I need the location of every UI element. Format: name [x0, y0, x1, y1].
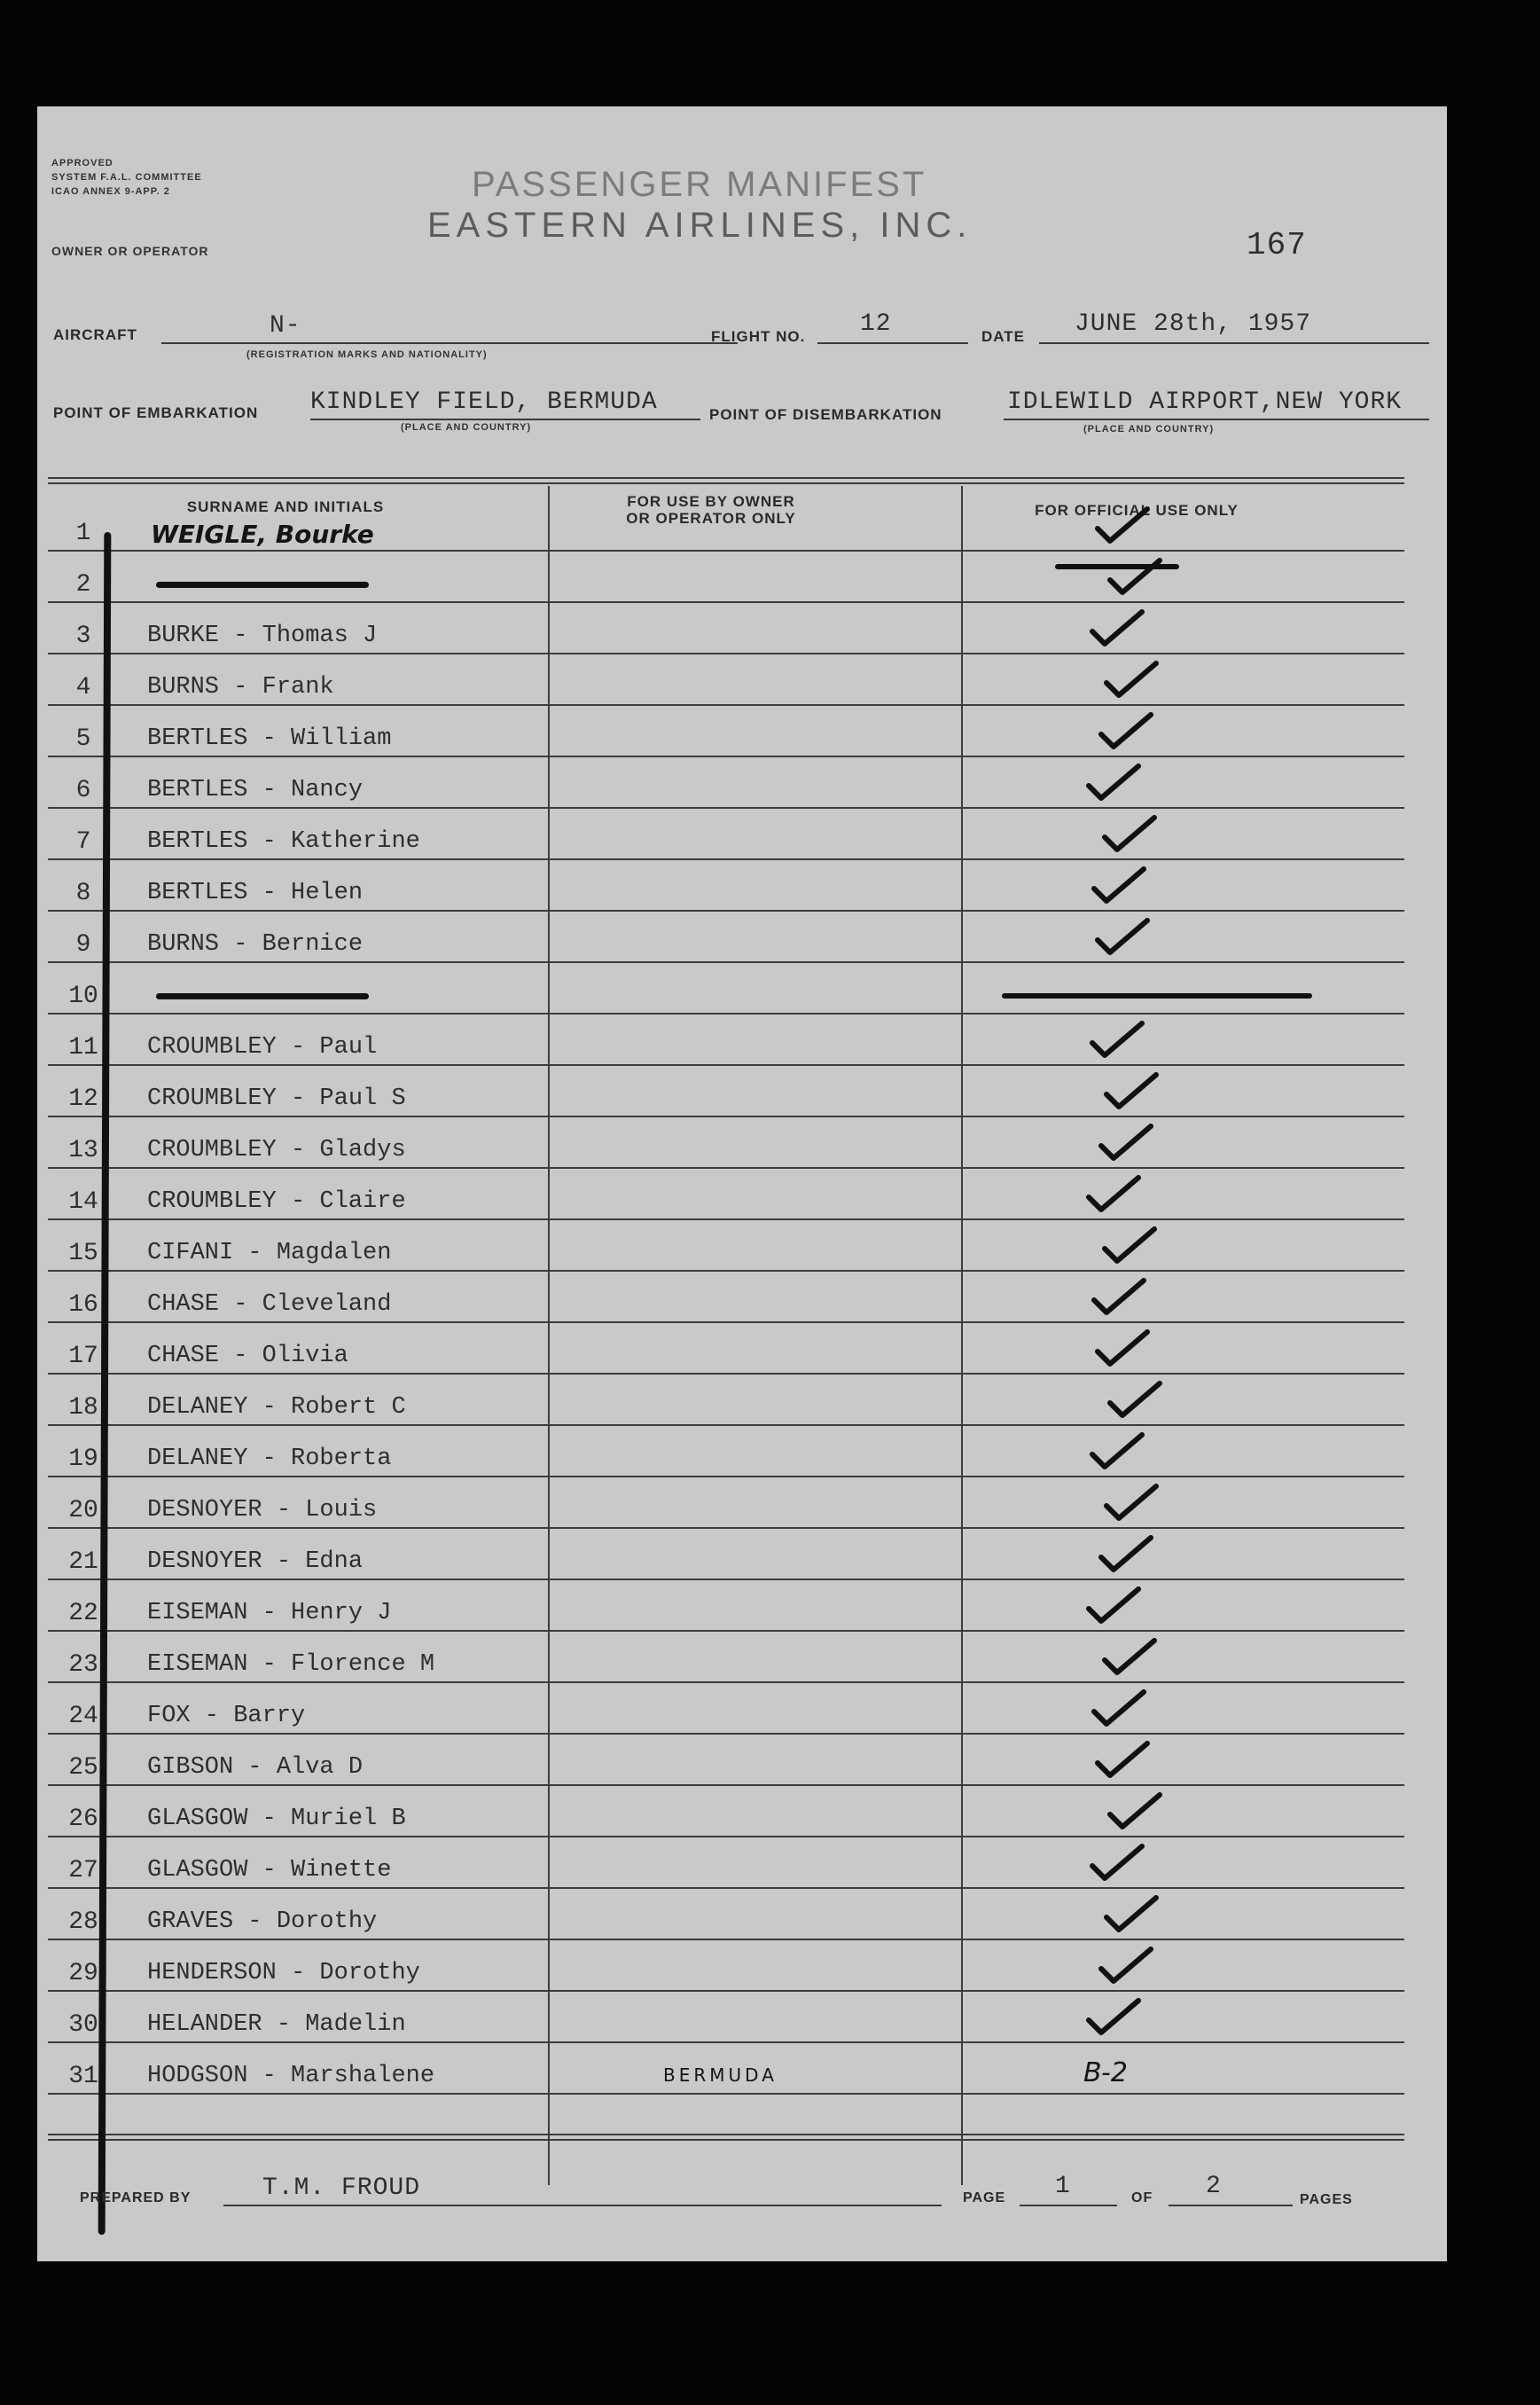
of-value: 2	[1206, 2173, 1222, 2200]
check-mark-icon	[1092, 504, 1154, 548]
approval-line: ICAO ANNEX 9-APP. 2	[51, 186, 170, 197]
table-row	[48, 961, 1404, 963]
prepared-by-label: PREPARED BY	[80, 2190, 192, 2205]
embark-label: POINT OF EMBARKATION	[53, 404, 259, 421]
of-label: OF	[1131, 2190, 1153, 2205]
passenger-name: CROUMBLEY - Paul	[147, 1034, 378, 1061]
table-row	[48, 704, 1404, 706]
table-row	[48, 910, 1404, 912]
table-row	[48, 1887, 1404, 1889]
check-mark-icon	[1092, 1327, 1154, 1371]
row-number: 29	[68, 1960, 98, 1987]
table-row	[48, 858, 1404, 860]
passenger-name: GLASGOW - Muriel B	[147, 1806, 406, 1832]
table-bottom-line-1	[48, 2134, 1404, 2135]
owner-operator-label: OWNER OR OPERATOR	[51, 244, 209, 258]
passenger-name: CROUMBLEY - Paul S	[147, 1085, 406, 1112]
table-row	[48, 1270, 1404, 1272]
table-row	[48, 1064, 1404, 1066]
passenger-name: HODGSON - Marshalene	[147, 2063, 435, 2089]
disembark-value: IDLEWILD AIRPORT,NEW YORK	[1007, 388, 1403, 416]
passenger-name: BERTLES - Helen	[147, 880, 364, 906]
check-mark-icon	[1083, 761, 1145, 805]
passenger-name: HENDERSON - Dorothy	[147, 1960, 420, 1986]
check-mark-icon	[1083, 1584, 1145, 1628]
check-mark-icon	[1105, 555, 1167, 599]
row-number: 6	[75, 777, 91, 804]
date-underline	[1039, 342, 1429, 344]
passenger-name: GLASGOW - Winette	[147, 1857, 392, 1884]
disembark-underline	[1004, 419, 1429, 420]
table-row	[48, 1013, 1404, 1014]
page-label: PAGE	[963, 2190, 1006, 2205]
passenger-name: BURNS - Bernice	[147, 931, 364, 958]
table-row	[48, 1733, 1404, 1735]
table-row	[48, 1939, 1404, 1940]
col-header-surname: SURNAME AND INITIALS	[186, 498, 385, 515]
page-stamp: 167	[1247, 227, 1307, 263]
passenger-name: EISEMAN - Henry J	[147, 1600, 392, 1626]
check-mark-icon	[1105, 1790, 1167, 1834]
row-number: 11	[68, 1034, 98, 1061]
table-row	[48, 2041, 1404, 2043]
row-number: 25	[68, 1754, 98, 1782]
passenger-name: BURKE - Thomas J	[147, 623, 378, 649]
row-number: 8	[75, 880, 91, 907]
page-underline	[1020, 2205, 1117, 2206]
table-row	[48, 550, 1404, 552]
passenger-name: BERTLES - William	[147, 725, 392, 752]
table-row	[48, 807, 1404, 809]
passenger-name: BERTLES - Katherine	[147, 828, 420, 855]
table-row	[48, 1579, 1404, 1580]
table-row	[48, 1476, 1404, 1477]
owner-note: BERMUDA	[663, 2064, 778, 2086]
row-number: 12	[68, 1085, 98, 1113]
check-mark-icon	[1096, 1944, 1158, 1988]
disembark-sublabel: (PLACE AND COUNTRY)	[1083, 424, 1215, 435]
prepared-by-value: T.M. FROUD	[262, 2174, 421, 2202]
passenger-name: DESNOYER - Edna	[147, 1548, 364, 1575]
table-row	[48, 601, 1404, 603]
row-number: 9	[75, 931, 91, 959]
name-strike-mark	[156, 582, 369, 588]
flight-no-label: FLIGHT NO.	[711, 328, 806, 345]
row-number: 17	[68, 1343, 98, 1370]
row-number: 24	[68, 1703, 98, 1730]
embark-sublabel: (PLACE AND COUNTRY)	[401, 422, 532, 433]
check-mark-icon	[1101, 1069, 1163, 1114]
passenger-name: WEIGLE, Bourke	[151, 520, 374, 549]
passenger-name: DESNOYER - Louis	[147, 1497, 378, 1524]
aircraft-underline	[161, 342, 738, 344]
check-mark-icon	[1099, 1635, 1161, 1680]
prepared-by-underline	[223, 2205, 942, 2206]
check-mark-icon	[1089, 1275, 1151, 1320]
approval-line: SYSTEM F.A.L. COMMITTEE	[51, 172, 202, 183]
row-number: 21	[68, 1548, 98, 1576]
aircraft-label: AIRCRAFT	[53, 326, 137, 343]
row-number: 1	[75, 520, 91, 547]
check-mark-icon	[1101, 1892, 1163, 1937]
check-mark-icon	[1087, 607, 1149, 651]
table-row	[48, 1424, 1404, 1426]
table-bottom-line-2	[48, 2139, 1404, 2141]
passenger-name: CIFANI - Magdalen	[147, 1240, 392, 1266]
manifest-title: PASSENGER MANIFEST	[472, 165, 927, 204]
check-mark-icon	[1089, 864, 1151, 908]
official-strike-mark	[1002, 993, 1312, 999]
col-header-official: FOR OFFICIAL USE ONLY	[1035, 502, 1239, 519]
row-number: 10	[68, 983, 98, 1010]
col-header-owner-line1: FOR USE BY OWNER	[627, 493, 795, 510]
passenger-name: BERTLES - Nancy	[147, 777, 364, 803]
date-value: JUNE 28th, 1957	[1075, 310, 1312, 338]
table-top-line-1	[48, 477, 1404, 479]
table-row	[48, 2093, 1404, 2095]
passenger-name: DELANEY - Robert C	[147, 1394, 406, 1421]
passenger-name: DELANEY - Roberta	[147, 1445, 392, 1472]
table-row	[48, 1116, 1404, 1117]
table-row	[48, 1321, 1404, 1323]
table-row	[48, 1681, 1404, 1683]
table-row	[48, 1167, 1404, 1169]
passenger-name: HELANDER - Madelin	[147, 2011, 406, 2038]
page-value: 1	[1055, 2173, 1071, 2200]
row-number: 22	[68, 1600, 98, 1627]
embark-underline	[310, 419, 700, 420]
table-row	[48, 756, 1404, 757]
aircraft-sublabel: (REGISTRATION MARKS AND NATIONALITY)	[246, 349, 488, 360]
table-row	[48, 1836, 1404, 1837]
date-label: DATE	[981, 328, 1026, 345]
check-mark-icon	[1101, 658, 1163, 702]
row-number: 26	[68, 1806, 98, 1833]
table-row	[48, 1527, 1404, 1529]
row-number: 15	[68, 1240, 98, 1267]
aircraft-value: N-	[270, 312, 301, 340]
check-mark-icon	[1092, 1738, 1154, 1782]
table-row	[48, 1218, 1404, 1220]
check-mark-icon	[1087, 1018, 1149, 1062]
name-strike-mark	[156, 993, 369, 999]
row-number: 23	[68, 1651, 98, 1679]
disembark-label: POINT OF DISEMBARKATION	[709, 406, 942, 423]
check-mark-icon	[1099, 812, 1161, 857]
passenger-name: GIBSON - Alva D	[147, 1754, 364, 1781]
passenger-name: CHASE - Olivia	[147, 1343, 348, 1369]
table-row	[48, 1990, 1404, 1992]
of-underline	[1169, 2205, 1293, 2206]
row-number: 14	[68, 1188, 98, 1216]
row-number: 3	[75, 623, 91, 650]
row-number: 31	[68, 2063, 98, 2090]
airline-name: EASTERN AIRLINES, INC.	[427, 206, 973, 245]
row-number: 20	[68, 1497, 98, 1524]
table-row	[48, 1630, 1404, 1632]
check-mark-icon	[1089, 1687, 1151, 1731]
flight-no-underline	[817, 342, 968, 344]
col-header-owner-line2: OR OPERATOR ONLY	[626, 510, 796, 527]
row-number: 18	[68, 1394, 98, 1422]
check-mark-icon	[1096, 1121, 1158, 1165]
row-number: 28	[68, 1908, 98, 1936]
approval-line: APPROVED	[51, 158, 113, 168]
table-top-line-2	[48, 482, 1404, 484]
passenger-name: FOX - Barry	[147, 1703, 306, 1729]
column-divider-official	[961, 486, 963, 2185]
official-note: B-2	[1083, 2057, 1128, 2088]
table-row	[48, 1784, 1404, 1786]
check-mark-icon	[1101, 1481, 1163, 1525]
passenger-name: CHASE - Cleveland	[147, 1291, 392, 1318]
passenger-name: CROUMBLEY - Gladys	[147, 1137, 406, 1163]
passenger-name: BURNS - Frank	[147, 674, 334, 701]
row-number: 30	[68, 2011, 98, 2039]
row-number: 5	[75, 725, 91, 753]
row-number: 27	[68, 1857, 98, 1884]
pages-label: PAGES	[1300, 2192, 1353, 2207]
table-row	[48, 1373, 1404, 1375]
row-number: 2	[75, 571, 91, 599]
check-mark-icon	[1092, 915, 1154, 960]
manifest-sheet	[37, 106, 1447, 2261]
check-mark-icon	[1096, 1532, 1158, 1577]
column-divider-owner	[548, 486, 550, 2185]
passenger-name: CROUMBLEY - Claire	[147, 1188, 406, 1215]
check-mark-icon	[1096, 709, 1158, 754]
check-mark-icon	[1083, 1172, 1145, 1217]
table-row	[48, 653, 1404, 654]
check-mark-icon	[1087, 1841, 1149, 1885]
check-mark-icon	[1105, 1378, 1167, 1422]
row-number: 19	[68, 1445, 98, 1473]
row-number: 4	[75, 674, 91, 701]
check-mark-icon	[1099, 1224, 1161, 1268]
check-mark-icon	[1083, 1995, 1145, 2040]
row-number: 16	[68, 1291, 98, 1319]
embark-value: KINDLEY FIELD, BERMUDA	[310, 388, 658, 416]
row-number: 13	[68, 1137, 98, 1164]
check-mark-icon	[1087, 1430, 1149, 1474]
approval-block	[51, 156, 202, 199]
passenger-name: EISEMAN - Florence M	[147, 1651, 435, 1678]
row-number: 7	[75, 828, 91, 856]
flight-no-value: 12	[860, 310, 892, 338]
passenger-name: GRAVES - Dorothy	[147, 1908, 378, 1935]
